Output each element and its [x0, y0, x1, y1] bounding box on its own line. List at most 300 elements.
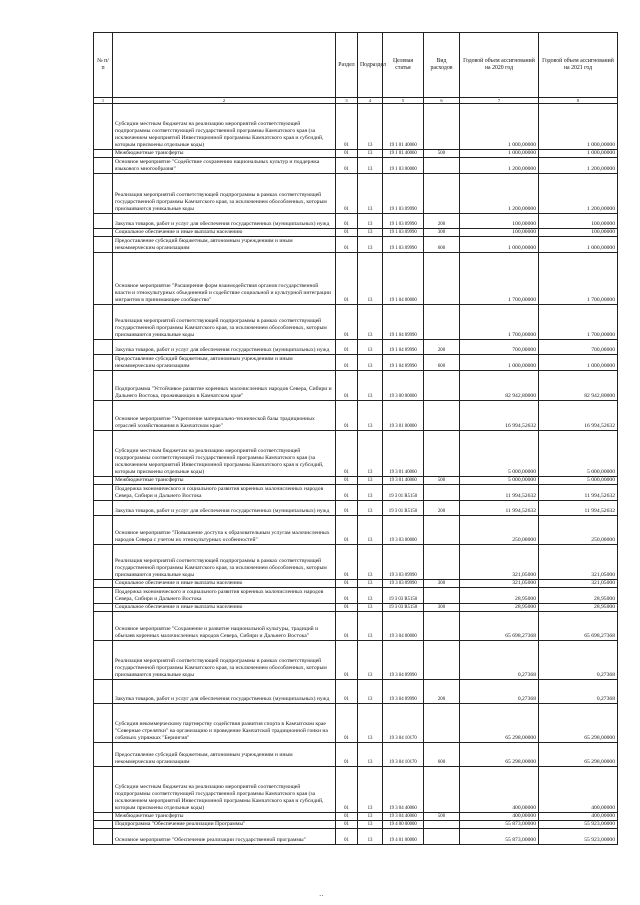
row-razdel-cell: 01: [336, 401, 358, 431]
row-razdel-cell: 01: [336, 680, 358, 704]
row-2020-cell: 55 873,00000: [460, 829, 539, 845]
row-vid-cell: 300: [424, 580, 460, 588]
table-header-row: [94, 33, 618, 98]
row-name-cell: Субсидия некоммерческому партнерству содействия развития спорта в Камчатском крае "Северные стрелятки" на организацию и проведение Камчатской традиционной гонки на собачьих упряжках "Берингия": [113, 704, 336, 743]
row-target-cell: 19 4 00 00000: [383, 821, 424, 829]
row-razdel-cell: 01: [336, 604, 358, 612]
row-vid-cell: 200: [424, 340, 460, 355]
row-name-cell: Субсидии местным бюджетам на реализацию мероприятий соответствующей подпрограммы соответствующей государственной программы Камчатского края (за исключением мероприятий Инвестиционной программы Камчатского края и субсидий, которым присвоены отдельные коды): [113, 104, 336, 150]
row-target-cell: 19 3 04 00000: [383, 612, 424, 641]
row-2020-cell: 700,00000: [460, 340, 539, 355]
row-name-cell: Социальное обеспечение и иные выплаты населению: [113, 580, 336, 588]
col-header-name: [113, 33, 336, 98]
row-2021-cell: 5 000,00000: [539, 431, 618, 477]
col-header-num: № п/п: [94, 33, 113, 98]
table-row: [94, 401, 618, 431]
row-target-cell: 19 1 03 09990: [383, 214, 424, 229]
table-row: [94, 604, 618, 612]
row-number-cell: [94, 150, 113, 158]
row-2021-cell: 65 698,27368: [539, 612, 618, 641]
row-podrazdel-cell: 13: [358, 501, 383, 516]
row-target-cell: 19 3 03 R5150: [383, 604, 424, 612]
row-razdel-cell: 01: [336, 340, 358, 355]
row-2020-cell: 1 000,00000: [460, 237, 539, 253]
row-name-cell: Основное мероприятие "Расширение форм взаимодействия органов государственной власти и этнокультурных объединений и содействие социальной и культурной интеграции мигрантов в принимающее сообщество": [113, 253, 336, 305]
table-row: [94, 485, 618, 501]
row-razdel-cell: 01: [336, 174, 358, 214]
row-number-cell: [94, 477, 113, 485]
row-name-cell: Основное мероприятие "Укрепление материально-технической базы традиционных отраслей хозяйствования в Камчатском крае": [113, 401, 336, 431]
row-number-cell: [94, 821, 113, 829]
row-razdel-cell: 01: [336, 253, 358, 305]
row-vid-cell: 200: [424, 501, 460, 516]
row-2020-cell: 400,00000: [460, 813, 539, 821]
row-2021-cell: 1 000,00000: [539, 104, 618, 150]
row-number-cell: [94, 253, 113, 305]
row-number-cell: [94, 340, 113, 355]
row-name-cell: Закупка товаров, работ и услуг для обеспечения государственных (муниципальных) нужд: [113, 214, 336, 229]
row-2020-cell: 11 994,52632: [460, 485, 539, 501]
table-row: [94, 104, 618, 150]
row-vid-cell: [424, 371, 460, 401]
row-2020-cell: 0,27368: [460, 641, 539, 680]
row-2020-cell: 65 298,00000: [460, 704, 539, 743]
column-number: 1: [94, 98, 113, 104]
row-name-cell: Основное мероприятие "Повышение доступа к образовательным услугам малочисленных народов Севера с учетом их этнокультурных особенностей": [113, 516, 336, 545]
row-2020-cell: 5 000,00000: [460, 477, 539, 485]
row-vid-cell: 300: [424, 229, 460, 237]
row-target-cell: 19 3 03 00000: [383, 516, 424, 545]
row-number-cell: [94, 237, 113, 253]
row-name-cell: Социальное обеспечение и иные выплаты населению: [113, 604, 336, 612]
row-podrazdel-cell: 13: [358, 767, 383, 813]
row-vid-cell: [424, 612, 460, 641]
row-number-cell: [94, 485, 113, 501]
row-2020-cell: 1 000,00000: [460, 104, 539, 150]
row-2021-cell: 321,05000: [539, 545, 618, 580]
row-target-cell: 19 3 03 R5150: [383, 588, 424, 604]
row-razdel-cell: 01: [336, 237, 358, 253]
row-razdel-cell: 01: [336, 104, 358, 150]
row-2020-cell: 1 700,00000: [460, 253, 539, 305]
row-razdel-cell: 01: [336, 229, 358, 237]
table-row: [94, 813, 618, 821]
row-2020-cell: 11 994,52632: [460, 501, 539, 516]
row-name-cell: Реализация мероприятий соответствующей подпрограммы в рамках соответствующей государственной программы Камчатского края, за исключением обособленных, которым присваиваются уникальные коды: [113, 545, 336, 580]
row-name-cell: Закупка товаров, работ и услуг для обеспечения государственных (муниципальных) нужд: [113, 340, 336, 355]
row-podrazdel-cell: 13: [358, 401, 383, 431]
table-row: [94, 501, 618, 516]
row-podrazdel-cell: 13: [358, 150, 383, 158]
row-name-cell: Реализация мероприятий соответствующей подпрограммы в рамках соответствующей государственной программы Камчатского края, за исключением обособленных, которым присваиваются уникальные коды: [113, 305, 336, 340]
row-number-cell: [94, 680, 113, 704]
row-razdel-cell: 01: [336, 767, 358, 813]
row-podrazdel-cell: 13: [358, 680, 383, 704]
column-number: 8: [539, 98, 618, 104]
row-2021-cell: 1 000,00000: [539, 150, 618, 158]
row-number-cell: [94, 604, 113, 612]
row-2021-cell: 55 923,00000: [539, 829, 618, 845]
row-2021-cell: 321,05000: [539, 580, 618, 588]
row-podrazdel-cell: 13: [358, 355, 383, 371]
row-razdel-cell: 01: [336, 431, 358, 477]
row-razdel-cell: 01: [336, 214, 358, 229]
table-row: [94, 371, 618, 401]
row-2020-cell: 321,05000: [460, 545, 539, 580]
row-target-cell: 19 3 03 09990: [383, 580, 424, 588]
row-podrazdel-cell: 13: [358, 477, 383, 485]
row-number-cell: [94, 704, 113, 743]
row-target-cell: 19 3 04 09990: [383, 680, 424, 704]
row-podrazdel-cell: 13: [358, 641, 383, 680]
row-name-cell: Предоставление субсидий бюджетным, автономным учреждениям и иным некоммерческим организациям: [113, 743, 336, 767]
row-vid-cell: [424, 431, 460, 477]
row-target-cell: 19 3 03 09990: [383, 545, 424, 580]
column-number: 4: [358, 98, 383, 104]
row-number-cell: [94, 229, 113, 237]
row-2020-cell: 400,00000: [460, 767, 539, 813]
row-2020-cell: 82 942,80000: [460, 371, 539, 401]
table-row: [94, 641, 618, 680]
table-row: [94, 588, 618, 604]
row-razdel-cell: 01: [336, 501, 358, 516]
row-vid-cell: 500: [424, 813, 460, 821]
row-name-cell: Межбюджетные трансферты: [113, 150, 336, 158]
row-podrazdel-cell: 13: [358, 104, 383, 150]
row-2021-cell: 1 200,00000: [539, 158, 618, 174]
row-target-cell: 19 3 04 10170: [383, 743, 424, 767]
row-name-cell: Субсидии местным бюджетам на реализацию мероприятий соответствующей подпрограммы соответствующей государственной программы Камчатского края (за исключением мероприятий Инвестиционной программы Камчатского края и субсидий, которым присвоены отдельные коды): [113, 767, 336, 813]
row-podrazdel-cell: 13: [358, 612, 383, 641]
budget-table-sheet: [93, 32, 617, 845]
row-2021-cell: 1 700,00000: [539, 253, 618, 305]
row-vid-cell: [424, 641, 460, 680]
row-2021-cell: 28,95000: [539, 604, 618, 612]
row-2021-cell: 5 000,00000: [539, 477, 618, 485]
row-vid-cell: 600: [424, 355, 460, 371]
row-razdel-cell: 01: [336, 545, 358, 580]
row-podrazdel-cell: 13: [358, 340, 383, 355]
row-number-cell: [94, 813, 113, 821]
row-2020-cell: 100,00000: [460, 229, 539, 237]
row-target-cell: 19 1 03 00000: [383, 158, 424, 174]
row-podrazdel-cell: 13: [358, 214, 383, 229]
row-vid-cell: [424, 485, 460, 501]
col-header-podrazdel: Подраздел: [358, 33, 383, 98]
row-number-cell: [94, 104, 113, 150]
row-number-cell: [94, 305, 113, 340]
table-row: [94, 680, 618, 704]
table-row: [94, 431, 618, 477]
row-number-cell: [94, 431, 113, 477]
table-row: [94, 545, 618, 580]
row-2021-cell: 55 923,00000: [539, 821, 618, 829]
row-razdel-cell: 01: [336, 371, 358, 401]
row-podrazdel-cell: 13: [358, 305, 383, 340]
row-vid-cell: [424, 158, 460, 174]
row-number-cell: [94, 174, 113, 214]
row-podrazdel-cell: 13: [358, 253, 383, 305]
row-target-cell: 19 1 01 40060: [383, 104, 424, 150]
table-row: [94, 612, 618, 641]
row-2021-cell: 16 994,52632: [539, 401, 618, 431]
row-2021-cell: 1 200,00000: [539, 174, 618, 214]
row-2021-cell: 65 298,00000: [539, 743, 618, 767]
row-vid-cell: [424, 545, 460, 580]
row-2021-cell: 1 000,00000: [539, 355, 618, 371]
row-2021-cell: 11 994,52632: [539, 485, 618, 501]
row-number-cell: [94, 829, 113, 845]
row-podrazdel-cell: 13: [358, 604, 383, 612]
row-vid-cell: 200: [424, 214, 460, 229]
row-2020-cell: 100,00000: [460, 214, 539, 229]
table-row: [94, 767, 618, 813]
row-target-cell: 19 3 04 10170: [383, 704, 424, 743]
row-2021-cell: 0,27368: [539, 641, 618, 680]
row-target-cell: 19 1 03 09990: [383, 229, 424, 237]
row-razdel-cell: 01: [336, 821, 358, 829]
table-row: [94, 340, 618, 355]
row-vid-cell: [424, 829, 460, 845]
table-row: [94, 237, 618, 253]
row-number-cell: [94, 355, 113, 371]
row-razdel-cell: 01: [336, 485, 358, 501]
row-podrazdel-cell: 13: [358, 813, 383, 821]
row-razdel-cell: 01: [336, 305, 358, 340]
row-vid-cell: 500: [424, 477, 460, 485]
row-vid-cell: 600: [424, 237, 460, 253]
row-razdel-cell: 01: [336, 150, 358, 158]
row-number-cell: [94, 371, 113, 401]
table-row: [94, 253, 618, 305]
row-vid-cell: [424, 767, 460, 813]
row-podrazdel-cell: 13: [358, 821, 383, 829]
row-podrazdel-cell: 13: [358, 829, 383, 845]
row-number-cell: [94, 641, 113, 680]
row-2020-cell: 28,95000: [460, 604, 539, 612]
row-vid-cell: [424, 588, 460, 604]
row-vid-cell: [424, 305, 460, 340]
row-2021-cell: 400,00000: [539, 813, 618, 821]
row-number-cell: [94, 545, 113, 580]
row-target-cell: 19 1 04 09990: [383, 305, 424, 340]
row-2020-cell: 321,05000: [460, 580, 539, 588]
row-2021-cell: 100,00000: [539, 214, 618, 229]
row-name-cell: Закупка товаров, работ и услуг для обеспечения государственных (муниципальных) нужд: [113, 501, 336, 516]
column-number: 2: [113, 98, 336, 104]
row-2021-cell: 100,00000: [539, 229, 618, 237]
row-name-cell: Межбюджетные трансферты: [113, 477, 336, 485]
table-row: [94, 580, 618, 588]
column-number: 7: [460, 98, 539, 104]
row-name-cell: Реализация мероприятий соответствующей подпрограммы в рамках соответствующей государственной программы Камчатского края, за исключением обособленных, которым присваиваются уникальные коды: [113, 174, 336, 214]
row-number-cell: [94, 612, 113, 641]
row-number-cell: [94, 214, 113, 229]
table-row: [94, 821, 618, 829]
row-vid-cell: [424, 401, 460, 431]
row-name-cell: Межбюджетные трансферты: [113, 813, 336, 821]
row-number-cell: [94, 588, 113, 604]
row-name-cell: Социальное обеспечение и иные выплаты населению: [113, 229, 336, 237]
row-razdel-cell: 01: [336, 743, 358, 767]
row-name-cell: Закупка товаров, работ и услуг для обеспечения государственных (муниципальных) нужд: [113, 680, 336, 704]
row-vid-cell: 300: [424, 604, 460, 612]
row-target-cell: 19 1 03 09990: [383, 237, 424, 253]
row-razdel-cell: 01: [336, 580, 358, 588]
row-2020-cell: 16 994,52632: [460, 401, 539, 431]
row-2020-cell: 1 000,00000: [460, 355, 539, 371]
table-row: [94, 829, 618, 845]
row-name-cell: Субсидии местным бюджетам на реализацию мероприятий соответствующей подпрограммы соответствующей государственной программы Камчатского края (за исключением мероприятий Инвестиционной программы Камчатского края и субсидий, которым присвоены отдельные коды): [113, 431, 336, 477]
row-2021-cell: 0,27368: [539, 680, 618, 704]
row-2020-cell: 1 700,00000: [460, 305, 539, 340]
row-razdel-cell: 01: [336, 704, 358, 743]
row-target-cell: 19 1 04 00000: [383, 253, 424, 305]
row-razdel-cell: 01: [336, 158, 358, 174]
row-number-cell: [94, 401, 113, 431]
row-name-cell: Реализация мероприятий соответствующей подпрограммы в рамках соответствующей государственной программы Камчатского края, за исключением обособленных, которым присваиваются уникальные коды: [113, 641, 336, 680]
table-row: [94, 704, 618, 743]
row-name-cell: Поддержка экономического и социального развития коренных малочисленных народов Севера, Сибири и Дальнего Востока: [113, 588, 336, 604]
row-razdel-cell: 01: [336, 829, 358, 845]
row-target-cell: 19 3 04 40060: [383, 813, 424, 821]
row-2020-cell: 5 000,00000: [460, 431, 539, 477]
row-podrazdel-cell: 13: [358, 237, 383, 253]
row-2020-cell: 28,95000: [460, 588, 539, 604]
row-podrazdel-cell: 13: [358, 545, 383, 580]
row-2021-cell: 400,00000: [539, 767, 618, 813]
row-2020-cell: 0,27368: [460, 680, 539, 704]
row-target-cell: 19 3 01 00000: [383, 401, 424, 431]
row-2020-cell: 1 200,00000: [460, 174, 539, 214]
row-vid-cell: [424, 821, 460, 829]
row-podrazdel-cell: 13: [358, 485, 383, 501]
row-target-cell: 19 1 01 40060: [383, 150, 424, 158]
row-vid-cell: 600: [424, 743, 460, 767]
table-row: [94, 743, 618, 767]
col-header-razdel: Раздел: [336, 33, 358, 98]
row-name-cell: Основное мероприятие "Сохранение и развитие национальной культуры, традиций и обычаев коренных малочисленных народов Севера, Сибири и Дальнего Востока": [113, 612, 336, 641]
column-number: 5: [383, 98, 424, 104]
row-target-cell: 19 3 01 R5150: [383, 485, 424, 501]
row-podrazdel-cell: 13: [358, 704, 383, 743]
row-2020-cell: 1 000,00000: [460, 150, 539, 158]
row-target-cell: 19 1 04 09990: [383, 340, 424, 355]
row-razdel-cell: 01: [336, 355, 358, 371]
row-vid-cell: [424, 174, 460, 214]
row-2021-cell: 82 942,80000: [539, 371, 618, 401]
row-2021-cell: 1 700,00000: [539, 305, 618, 340]
row-podrazdel-cell: 13: [358, 588, 383, 604]
row-razdel-cell: 01: [336, 477, 358, 485]
row-2021-cell: 28,95000: [539, 588, 618, 604]
row-podrazdel-cell: 13: [358, 229, 383, 237]
col-header-vid: Вид расходов: [424, 33, 460, 98]
row-name-cell: Подпрограмма "Устойчивое развитие коренных малочисленных народов Севера, Сибири и Дальнего Востока, проживающих в Камчатском крае": [113, 371, 336, 401]
row-name-cell: Основное мероприятие "Обеспечение реализации государственной программы": [113, 829, 336, 845]
row-name-cell: Подпрограмма "Обеспечение реализации Программы": [113, 821, 336, 829]
row-number-cell: [94, 580, 113, 588]
row-2020-cell: 55 873,00000: [460, 821, 539, 829]
table-row: [94, 477, 618, 485]
row-2020-cell: 65 298,00000: [460, 743, 539, 767]
table-row: [94, 174, 618, 214]
row-podrazdel-cell: 13: [358, 431, 383, 477]
row-vid-cell: 500: [424, 150, 460, 158]
row-2020-cell: 250,00000: [460, 516, 539, 545]
row-vid-cell: [424, 704, 460, 743]
col-header-2020: Годовой объем ассигнований на 2020 год: [460, 33, 539, 98]
row-target-cell: 19 3 04 09990: [383, 641, 424, 680]
row-2020-cell: 65 698,27368: [460, 612, 539, 641]
row-target-cell: 19 3 01 R5150: [383, 501, 424, 516]
column-number: 3: [336, 98, 358, 104]
col-header-2021: Годовой объем ассигнований на 2021 год: [539, 33, 618, 98]
row-razdel-cell: 01: [336, 813, 358, 821]
row-target-cell: 19 1 04 09990: [383, 355, 424, 371]
row-razdel-cell: 01: [336, 588, 358, 604]
table-row: [94, 150, 618, 158]
table-row: [94, 229, 618, 237]
row-podrazdel-cell: 13: [358, 158, 383, 174]
row-podrazdel-cell: 13: [358, 743, 383, 767]
row-number-cell: [94, 516, 113, 545]
table-row: [94, 158, 618, 174]
row-name-cell: Поддержка экономического и социального развития коренных малочисленных народов Севера, Сибири и Дальнего Востока: [113, 485, 336, 501]
row-2021-cell: 250,00000: [539, 516, 618, 545]
row-target-cell: 19 3 01 40060: [383, 431, 424, 477]
row-target-cell: 19 1 03 09990: [383, 174, 424, 214]
row-vid-cell: [424, 516, 460, 545]
col-header-target: Целевая статья: [383, 33, 424, 98]
page-mark: ··: [319, 892, 324, 900]
row-2021-cell: 700,00000: [539, 340, 618, 355]
row-razdel-cell: 01: [336, 516, 358, 545]
table-row: [94, 355, 618, 371]
row-2020-cell: 1 200,00000: [460, 158, 539, 174]
row-2021-cell: 65 298,00000: [539, 704, 618, 743]
row-number-cell: [94, 158, 113, 174]
row-podrazdel-cell: 13: [358, 371, 383, 401]
table-body: [94, 104, 618, 845]
row-2021-cell: 1 000,00000: [539, 237, 618, 253]
row-name-cell: Предоставление субсидий бюджетным, автономным учреждениям и иным некоммерческим организациям: [113, 355, 336, 371]
row-name-cell: Основное мероприятие "Содействие сохранению национальных культур и поддержка языкового многообразия": [113, 158, 336, 174]
row-number-cell: [94, 743, 113, 767]
row-razdel-cell: 01: [336, 612, 358, 641]
row-vid-cell: [424, 104, 460, 150]
column-number: 6: [424, 98, 460, 104]
table-row: [94, 516, 618, 545]
row-number-cell: [94, 501, 113, 516]
row-target-cell: 19 3 04 40060: [383, 767, 424, 813]
row-target-cell: 19 3 01 40060: [383, 477, 424, 485]
row-vid-cell: [424, 253, 460, 305]
row-podrazdel-cell: 13: [358, 580, 383, 588]
row-podrazdel-cell: 13: [358, 174, 383, 214]
row-2021-cell: 11 994,52632: [539, 501, 618, 516]
row-name-cell: Предоставление субсидий бюджетным, автономным учреждениям и иным некоммерческим организациям: [113, 237, 336, 253]
table-row: [94, 214, 618, 229]
row-podrazdel-cell: 13: [358, 516, 383, 545]
row-target-cell: 19 4 01 00000: [383, 829, 424, 845]
budget-table: [93, 32, 618, 845]
row-vid-cell: 200: [424, 680, 460, 704]
row-razdel-cell: 01: [336, 641, 358, 680]
row-target-cell: 19 3 00 00000: [383, 371, 424, 401]
row-number-cell: [94, 767, 113, 813]
table-row: [94, 305, 618, 340]
